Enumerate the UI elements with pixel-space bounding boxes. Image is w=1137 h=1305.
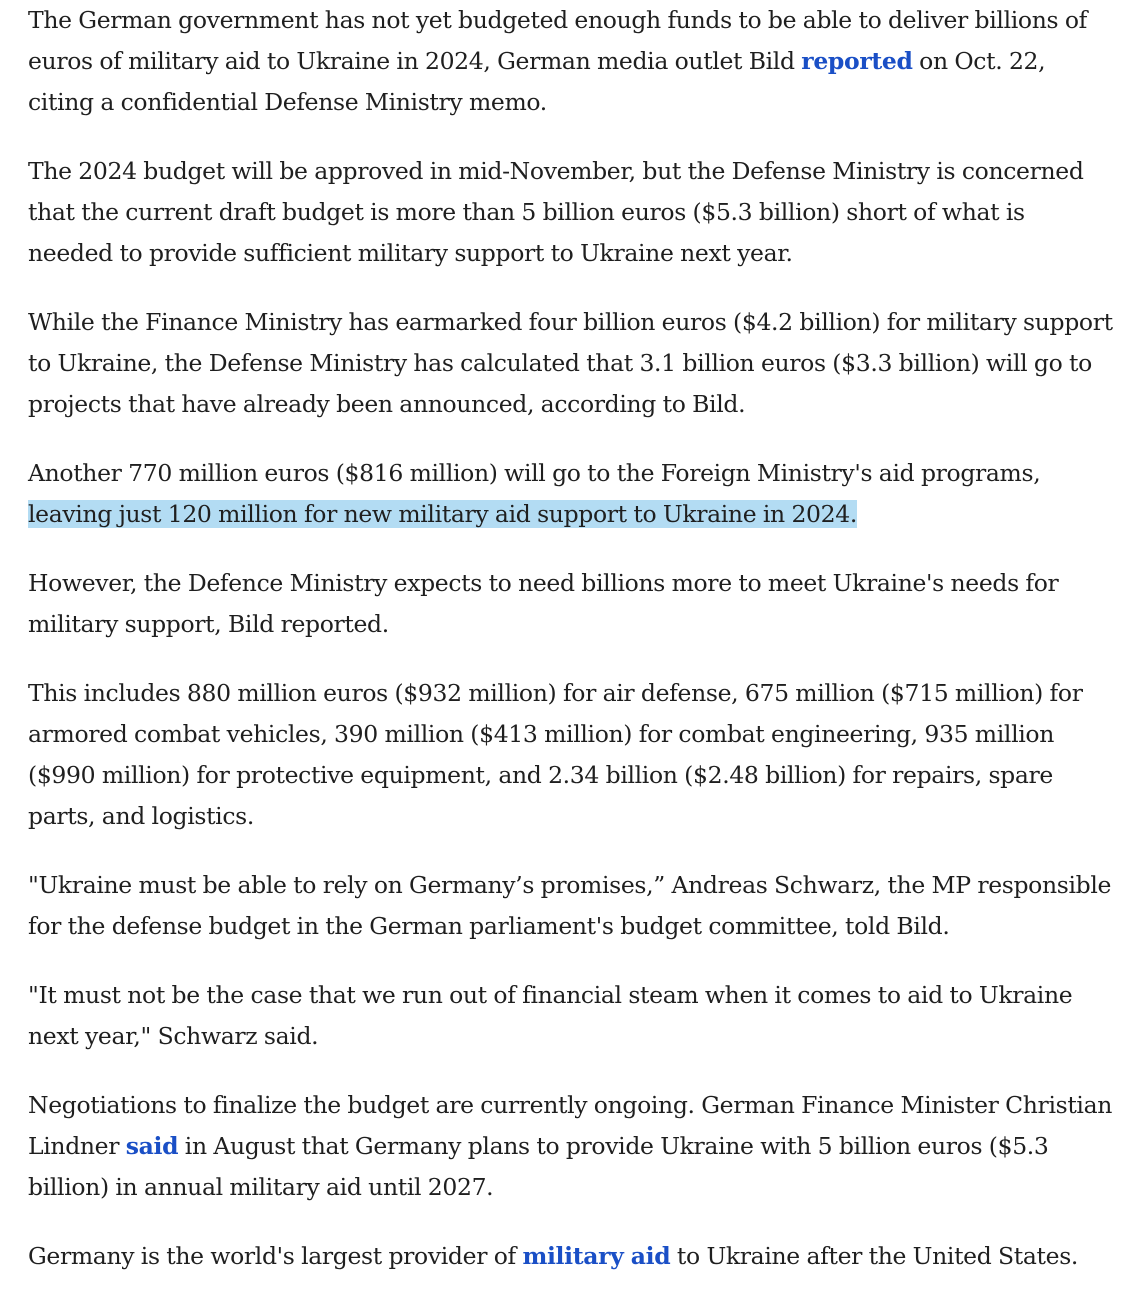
paragraph-1: The German government has not yet budgeted enough funds to be able to deliver billions of euros of military aid to Ukraine in 2024, German media outlet Bild reported on Oct. 22, citing a confidential Defense Ministry memo. (28, 6, 1087, 116)
article-body (28, 0, 1113, 1305)
paragraph-6: This includes 880 million euros ($932 million) for air defense, 675 million ($715 million) for armored combat vehicles, 390 million ($413 million) for combat engineering, 935 million ($990 million) for protective equipment, and 2.34 billion ($2.48 billion) for repairs, spare parts, and logistics. (28, 679, 1083, 830)
highlighted-text: leaving just 120 million for new military aid support to Ukraine in 2024. (28, 500, 857, 528)
reported-link[interactable]: reported (801, 47, 913, 75)
paragraph-9: Negotiations to finalize the budget are currently ongoing. German Finance Minister Christian Lindner said in August that Germany plans to provide Ukraine with 5 billion euros ($5.3 billion) in annual military aid until 2027. (28, 1091, 1113, 1201)
paragraph-2: The 2024 budget will be approved in mid-November, but the Defense Ministry is concerned that the current draft budget is more than 5 billion euros ($5.3 billion) short of what is needed to provide sufficient military support to Ukraine next year. (28, 157, 1084, 267)
paragraph-4: Another 770 million euros ($816 million) will go to the Foreign Ministry's aid programs, leaving just 120 million for new military aid support to Ukraine in 2024. (28, 459, 1041, 528)
paragraph-10: Germany is the world's largest provider of military aid to Ukraine after the United States. (28, 1242, 1079, 1270)
military-aid-link[interactable]: military aid (522, 1242, 671, 1270)
said-link[interactable]: said (125, 1132, 179, 1160)
paragraph-8: "It must not be the case that we run out of financial steam when it comes to aid to Ukraine next year," Schwarz said. (28, 981, 1073, 1050)
paragraph-3: While the Finance Ministry has earmarked four billion euros ($4.2 billion) for military support to Ukraine, the Defense Ministry has calculated that 3.1 billion euros ($3.3 billion) will go to projects that have already been announced, according to Bild. (28, 308, 1113, 418)
paragraph-7: "Ukraine must be able to rely on Germany’s promises,” Andreas Schwarz, the MP responsible for the defense budget in the German parliament's budget committee, told Bild. (28, 871, 1112, 940)
paragraph-5: However, the Defence Ministry expects to need billions more to meet Ukraine's needs for military support, Bild reported. (28, 569, 1059, 638)
